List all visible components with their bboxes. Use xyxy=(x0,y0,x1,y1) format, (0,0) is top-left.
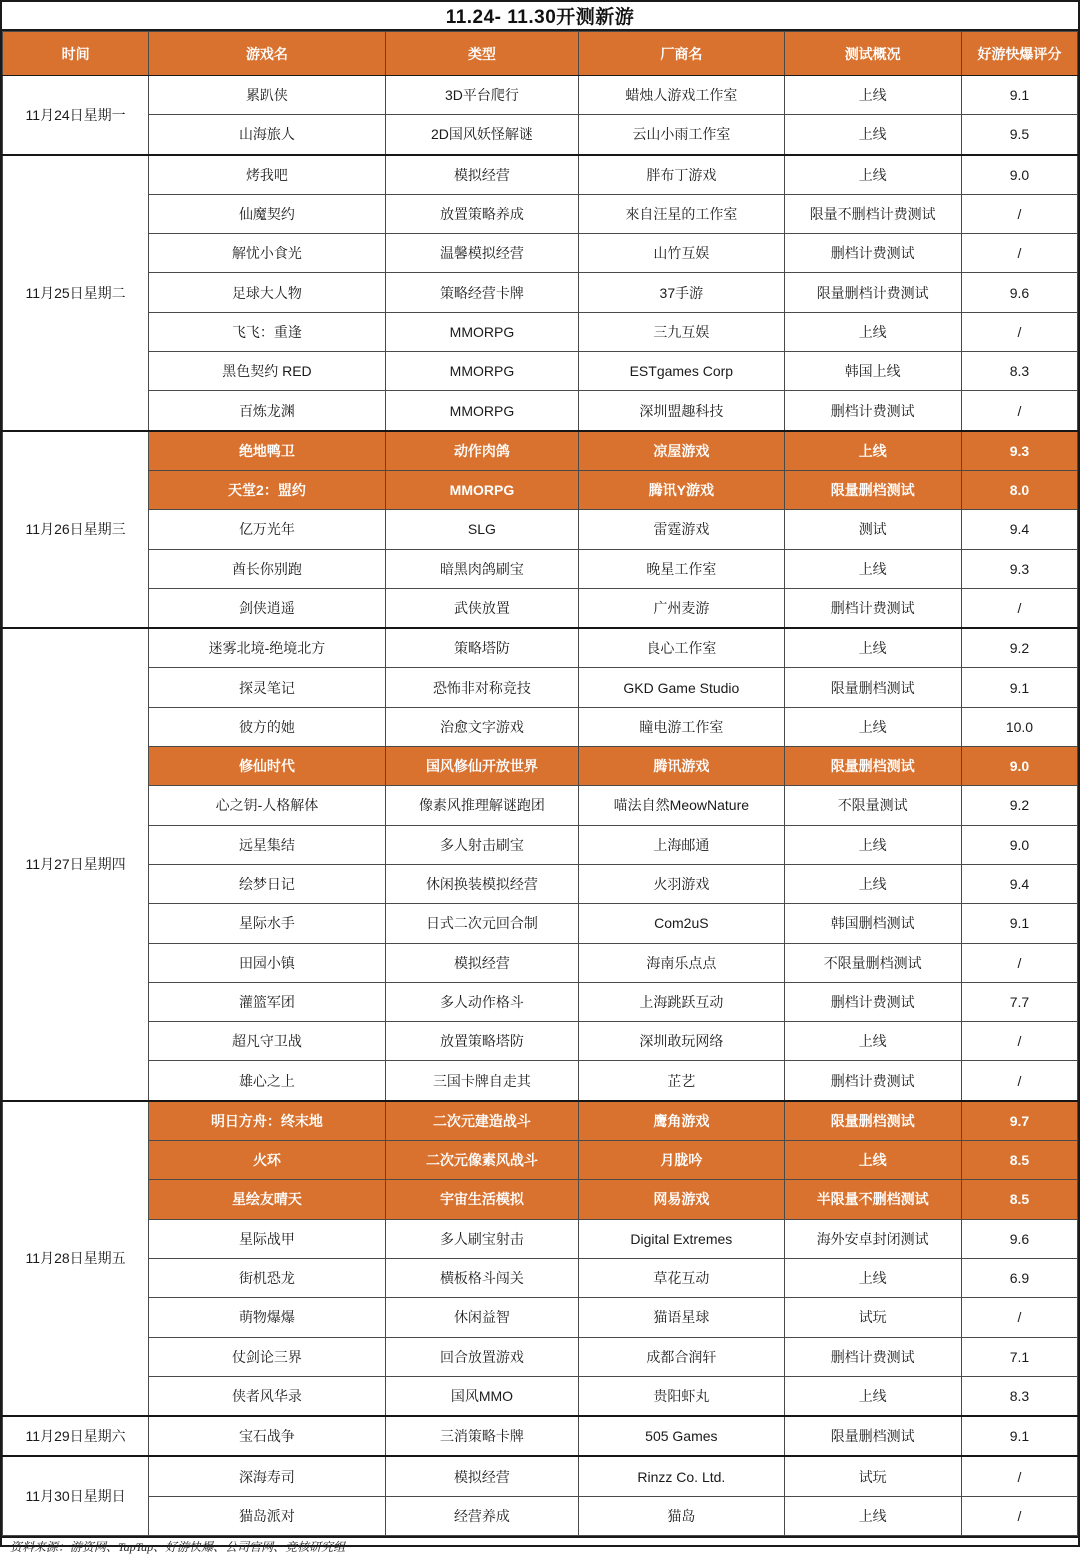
company-cell: Digital Extremes xyxy=(579,1219,784,1258)
date-cell: 11月29日星期六 xyxy=(3,1416,149,1456)
column-header-time: 时间 xyxy=(3,32,149,76)
type-cell: 模拟经营 xyxy=(385,943,579,982)
score-cell: 9.1 xyxy=(961,904,1077,943)
type-cell: 像素风推理解谜跑团 xyxy=(385,786,579,825)
company-cell: 上海邮通 xyxy=(579,825,784,864)
company-cell: 來自汪星的工作室 xyxy=(579,194,784,233)
game-name-cell: 绘梦日记 xyxy=(149,864,386,903)
score-cell: 9.3 xyxy=(961,431,1077,471)
test-status-cell: 上线 xyxy=(784,1258,961,1297)
test-status-cell: 试玩 xyxy=(784,1298,961,1337)
table-row xyxy=(3,904,1078,943)
test-status-cell: 上线 xyxy=(784,312,961,351)
test-status-cell: 测试 xyxy=(784,510,961,549)
table-row xyxy=(3,668,1078,707)
type-cell: 国风修仙开放世界 xyxy=(385,747,579,786)
game-name-cell: 山海旅人 xyxy=(149,115,386,155)
table-row xyxy=(3,312,1078,351)
game-name-cell: 飞飞：重逢 xyxy=(149,312,386,351)
header-row xyxy=(3,32,1078,76)
game-name-cell: 足球大人物 xyxy=(149,273,386,312)
table-row xyxy=(3,982,1078,1021)
type-cell: 二次元像素风战斗 xyxy=(385,1141,579,1180)
test-status-cell: 限量删档测试 xyxy=(784,1416,961,1456)
table-row xyxy=(3,76,1078,115)
page-title: 11.24- 11.30开测新游 xyxy=(2,2,1078,31)
company-cell: 月胧吟 xyxy=(579,1141,784,1180)
test-status-cell: 限量删档测试 xyxy=(784,668,961,707)
company-cell: 广州麦游 xyxy=(579,588,784,628)
test-status-cell: 试玩 xyxy=(784,1456,961,1496)
company-cell: 良心工作室 xyxy=(579,628,784,668)
score-cell: 9.0 xyxy=(961,825,1077,864)
game-name-cell: 火环 xyxy=(149,1141,386,1180)
table-row xyxy=(3,352,1078,391)
company-cell: 山竹互娱 xyxy=(579,234,784,273)
score-cell: 9.7 xyxy=(961,1101,1077,1141)
game-name-cell: 雄心之上 xyxy=(149,1061,386,1101)
type-cell: 温馨模拟经营 xyxy=(385,234,579,273)
test-status-cell: 不限量测试 xyxy=(784,786,961,825)
game-name-cell: 修仙时代 xyxy=(149,747,386,786)
game-name-cell: 仙魔契约 xyxy=(149,194,386,233)
test-status-cell: 限量删档测试 xyxy=(784,747,961,786)
game-name-cell: 黑色契约 RED xyxy=(149,352,386,391)
table-row xyxy=(3,234,1078,273)
score-cell: / xyxy=(961,588,1077,628)
company-cell: Rinzz Co. Ltd. xyxy=(579,1456,784,1496)
table-row xyxy=(3,115,1078,155)
date-cell: 11月24日星期一 xyxy=(3,76,149,155)
score-cell: 7.7 xyxy=(961,982,1077,1021)
test-status-cell: 上线 xyxy=(784,155,961,195)
company-cell: 胖布丁游戏 xyxy=(579,155,784,195)
company-cell: 深圳敢玩网络 xyxy=(579,1022,784,1061)
game-name-cell: 绝地鸭卫 xyxy=(149,431,386,471)
company-cell: 瞳电游工作室 xyxy=(579,707,784,746)
game-name-cell: 街机恐龙 xyxy=(149,1258,386,1297)
game-name-cell: 深海寿司 xyxy=(149,1456,386,1496)
date-cell: 11月28日星期五 xyxy=(3,1101,149,1416)
company-cell: 鹰角游戏 xyxy=(579,1101,784,1141)
company-cell: 晚星工作室 xyxy=(579,549,784,588)
score-cell: 9.0 xyxy=(961,747,1077,786)
type-cell: 放置策略塔防 xyxy=(385,1022,579,1061)
date-cell: 11月25日星期二 xyxy=(3,155,149,431)
game-name-cell: 累趴侠 xyxy=(149,76,386,115)
table-row xyxy=(3,510,1078,549)
test-status-cell: 删档计费测试 xyxy=(784,1337,961,1376)
type-cell: 3D平台爬行 xyxy=(385,76,579,115)
score-cell: / xyxy=(961,1456,1077,1496)
type-cell: 恐怖非对称竞技 xyxy=(385,668,579,707)
company-cell: 上海跳跃互动 xyxy=(579,982,784,1021)
table-row xyxy=(3,194,1078,233)
test-status-cell: 限量删档计费测试 xyxy=(784,273,961,312)
type-cell: 休闲换装模拟经营 xyxy=(385,864,579,903)
table-row xyxy=(3,707,1078,746)
game-name-cell: 烤我吧 xyxy=(149,155,386,195)
type-cell: MMORPG xyxy=(385,470,579,509)
table-row xyxy=(3,1141,1078,1180)
test-status-cell: 上线 xyxy=(784,1496,961,1535)
type-cell: 日式二次元回合制 xyxy=(385,904,579,943)
table-header xyxy=(3,32,1078,76)
game-name-cell: 宝石战争 xyxy=(149,1416,386,1456)
score-cell: / xyxy=(961,1022,1077,1061)
game-name-cell: 星绘友晴天 xyxy=(149,1180,386,1219)
company-cell: 腾讯Y游戏 xyxy=(579,470,784,509)
games-table xyxy=(2,31,1078,1536)
type-cell: SLG xyxy=(385,510,579,549)
type-cell: 经营养成 xyxy=(385,1496,579,1535)
table-row xyxy=(3,1337,1078,1376)
table-row xyxy=(3,1219,1078,1258)
column-header-type: 类型 xyxy=(385,32,579,76)
test-status-cell: 删档计费测试 xyxy=(784,391,961,431)
score-cell: / xyxy=(961,1496,1077,1535)
score-cell: 9.4 xyxy=(961,510,1077,549)
table-row xyxy=(3,273,1078,312)
test-status-cell: 半限量不删档测试 xyxy=(784,1180,961,1219)
score-cell: / xyxy=(961,1061,1077,1101)
score-cell: 9.2 xyxy=(961,628,1077,668)
table-row xyxy=(3,1180,1078,1219)
test-status-cell: 上线 xyxy=(784,1022,961,1061)
test-status-cell: 限量删档测试 xyxy=(784,1101,961,1141)
company-cell: 芷艺 xyxy=(579,1061,784,1101)
type-cell: 武侠放置 xyxy=(385,588,579,628)
score-cell: 10.0 xyxy=(961,707,1077,746)
type-cell: 治愈文字游戏 xyxy=(385,707,579,746)
column-header-company: 厂商名 xyxy=(579,32,784,76)
table-row xyxy=(3,825,1078,864)
game-name-cell: 天堂2：盟约 xyxy=(149,470,386,509)
game-name-cell: 猫岛派对 xyxy=(149,1496,386,1535)
score-cell: 9.2 xyxy=(961,786,1077,825)
test-status-cell: 上线 xyxy=(784,115,961,155)
company-cell: 成都合润轩 xyxy=(579,1337,784,1376)
table-row xyxy=(3,786,1078,825)
company-cell: Com2uS xyxy=(579,904,784,943)
type-cell: 放置策略养成 xyxy=(385,194,579,233)
company-cell: 蜡烛人游戏工作室 xyxy=(579,76,784,115)
type-cell: 动作肉鸽 xyxy=(385,431,579,471)
score-cell: / xyxy=(961,194,1077,233)
score-cell: 9.3 xyxy=(961,549,1077,588)
type-cell: 三消策略卡牌 xyxy=(385,1416,579,1456)
company-cell: 雷霆游戏 xyxy=(579,510,784,549)
score-cell: / xyxy=(961,391,1077,431)
company-cell: 深圳盟趣科技 xyxy=(579,391,784,431)
game-name-cell: 侠者风华录 xyxy=(149,1376,386,1416)
test-status-cell: 上线 xyxy=(784,1141,961,1180)
table-row xyxy=(3,1061,1078,1101)
score-cell: / xyxy=(961,312,1077,351)
score-cell: 8.0 xyxy=(961,470,1077,509)
table-row xyxy=(3,470,1078,509)
type-cell: 宇宙生活模拟 xyxy=(385,1180,579,1219)
type-cell: MMORPG xyxy=(385,391,579,431)
game-name-cell: 明日方舟：终末地 xyxy=(149,1101,386,1141)
score-cell: / xyxy=(961,943,1077,982)
test-status-cell: 限量不删档计费测试 xyxy=(784,194,961,233)
test-status-cell: 海外安卓封闭测试 xyxy=(784,1219,961,1258)
score-cell: 8.5 xyxy=(961,1141,1077,1180)
table-row xyxy=(3,747,1078,786)
test-status-cell: 上线 xyxy=(784,825,961,864)
table-row xyxy=(3,1022,1078,1061)
type-cell: 多人动作格斗 xyxy=(385,982,579,1021)
test-status-cell: 删档计费测试 xyxy=(784,982,961,1021)
score-cell: 8.3 xyxy=(961,1376,1077,1416)
game-name-cell: 彼方的她 xyxy=(149,707,386,746)
type-cell: 休闲益智 xyxy=(385,1298,579,1337)
type-cell: 多人射击刷宝 xyxy=(385,825,579,864)
company-cell: 腾讯游戏 xyxy=(579,747,784,786)
company-cell: 草花互动 xyxy=(579,1258,784,1297)
game-name-cell: 星际战甲 xyxy=(149,1219,386,1258)
table-row xyxy=(3,628,1078,668)
company-cell: 海南乐点点 xyxy=(579,943,784,982)
score-cell: 9.4 xyxy=(961,864,1077,903)
test-status-cell: 韩国删档测试 xyxy=(784,904,961,943)
table-row xyxy=(3,588,1078,628)
table-row xyxy=(3,943,1078,982)
table-body xyxy=(3,76,1078,1536)
type-cell: 模拟经营 xyxy=(385,155,579,195)
type-cell: 三国卡牌自走其 xyxy=(385,1061,579,1101)
score-cell: / xyxy=(961,1298,1077,1337)
score-cell: 9.1 xyxy=(961,1416,1077,1456)
company-cell: 贵阳虾丸 xyxy=(579,1376,784,1416)
game-name-cell: 超凡守卫战 xyxy=(149,1022,386,1061)
type-cell: 国风MMO xyxy=(385,1376,579,1416)
company-cell: 猫语星球 xyxy=(579,1298,784,1337)
test-status-cell: 上线 xyxy=(784,707,961,746)
score-cell: 9.0 xyxy=(961,155,1077,195)
company-cell: 37手游 xyxy=(579,273,784,312)
table-row xyxy=(3,391,1078,431)
table-row xyxy=(3,1258,1078,1297)
score-cell: 9.6 xyxy=(961,1219,1077,1258)
test-status-cell: 韩国上线 xyxy=(784,352,961,391)
score-cell: 9.6 xyxy=(961,273,1077,312)
game-name-cell: 解忧小食光 xyxy=(149,234,386,273)
test-status-cell: 限量删档测试 xyxy=(784,470,961,509)
type-cell: 2D国风妖怪解谜 xyxy=(385,115,579,155)
score-cell: 8.3 xyxy=(961,352,1077,391)
column-header-game-name: 游戏名 xyxy=(149,32,386,76)
score-cell: 6.9 xyxy=(961,1258,1077,1297)
company-cell: GKD Game Studio xyxy=(579,668,784,707)
game-name-cell: 远星集结 xyxy=(149,825,386,864)
table-row xyxy=(3,155,1078,195)
type-cell: 模拟经营 xyxy=(385,1456,579,1496)
date-cell: 11月30日星期日 xyxy=(3,1456,149,1535)
company-cell: 三九互娱 xyxy=(579,312,784,351)
type-cell: MMORPG xyxy=(385,312,579,351)
table-row xyxy=(3,431,1078,471)
type-cell: 二次元建造战斗 xyxy=(385,1101,579,1141)
table-row xyxy=(3,1298,1078,1337)
table-row xyxy=(3,864,1078,903)
test-status-cell: 上线 xyxy=(784,549,961,588)
game-name-cell: 仗剑论三界 xyxy=(149,1337,386,1376)
company-cell: 猫岛 xyxy=(579,1496,784,1535)
table-row xyxy=(3,549,1078,588)
company-cell: ESTgames Corp xyxy=(579,352,784,391)
game-name-cell: 探灵笔记 xyxy=(149,668,386,707)
type-cell: 策略塔防 xyxy=(385,628,579,668)
type-cell: MMORPG xyxy=(385,352,579,391)
company-cell: 网易游戏 xyxy=(579,1180,784,1219)
date-cell: 11月27日星期四 xyxy=(3,628,149,1101)
source-note: 资料来源：游资网、TapTap、好游快爆、公司官网、竞核研究组 xyxy=(2,1536,1078,1555)
test-status-cell: 删档计费测试 xyxy=(784,1061,961,1101)
game-name-cell: 亿万光年 xyxy=(149,510,386,549)
test-status-cell: 删档计费测试 xyxy=(784,234,961,273)
table-row xyxy=(3,1376,1078,1416)
score-cell: / xyxy=(961,234,1077,273)
score-cell: 9.1 xyxy=(961,76,1077,115)
game-name-cell: 灌篮军团 xyxy=(149,982,386,1021)
game-name-cell: 星际水手 xyxy=(149,904,386,943)
company-cell: 505 Games xyxy=(579,1416,784,1456)
score-cell: 9.1 xyxy=(961,668,1077,707)
test-status-cell: 上线 xyxy=(784,628,961,668)
game-name-cell: 百炼龙渊 xyxy=(149,391,386,431)
game-name-cell: 剑侠逍遥 xyxy=(149,588,386,628)
test-status-cell: 上线 xyxy=(784,1376,961,1416)
game-name-cell: 酋长你别跑 xyxy=(149,549,386,588)
type-cell: 策略经营卡牌 xyxy=(385,273,579,312)
date-cell: 11月26日星期三 xyxy=(3,431,149,628)
test-status-cell: 删档计费测试 xyxy=(784,588,961,628)
game-name-cell: 田园小镇 xyxy=(149,943,386,982)
table-row xyxy=(3,1101,1078,1141)
test-status-cell: 上线 xyxy=(784,431,961,471)
test-status-cell: 不限量删档测试 xyxy=(784,943,961,982)
company-cell: 喵法自然MeowNature xyxy=(579,786,784,825)
game-name-cell: 心之钥-人格解体 xyxy=(149,786,386,825)
test-status-cell: 上线 xyxy=(784,864,961,903)
column-header-test-status: 测试概况 xyxy=(784,32,961,76)
column-header-score: 好游快爆评分 xyxy=(961,32,1077,76)
type-cell: 横板格斗闯关 xyxy=(385,1258,579,1297)
score-cell: 8.5 xyxy=(961,1180,1077,1219)
type-cell: 回合放置游戏 xyxy=(385,1337,579,1376)
table-row xyxy=(3,1496,1078,1535)
score-cell: 9.5 xyxy=(961,115,1077,155)
game-name-cell: 萌物爆爆 xyxy=(149,1298,386,1337)
company-cell: 火羽游戏 xyxy=(579,864,784,903)
type-cell: 暗黑肉鸽刷宝 xyxy=(385,549,579,588)
company-cell: 云山小雨工作室 xyxy=(579,115,784,155)
score-cell: 7.1 xyxy=(961,1337,1077,1376)
game-name-cell: 迷雾北境-绝境北方 xyxy=(149,628,386,668)
type-cell: 多人刷宝射击 xyxy=(385,1219,579,1258)
test-status-cell: 上线 xyxy=(784,76,961,115)
table-row xyxy=(3,1416,1078,1456)
company-cell: 凉屋游戏 xyxy=(579,431,784,471)
table-row xyxy=(3,1456,1078,1496)
